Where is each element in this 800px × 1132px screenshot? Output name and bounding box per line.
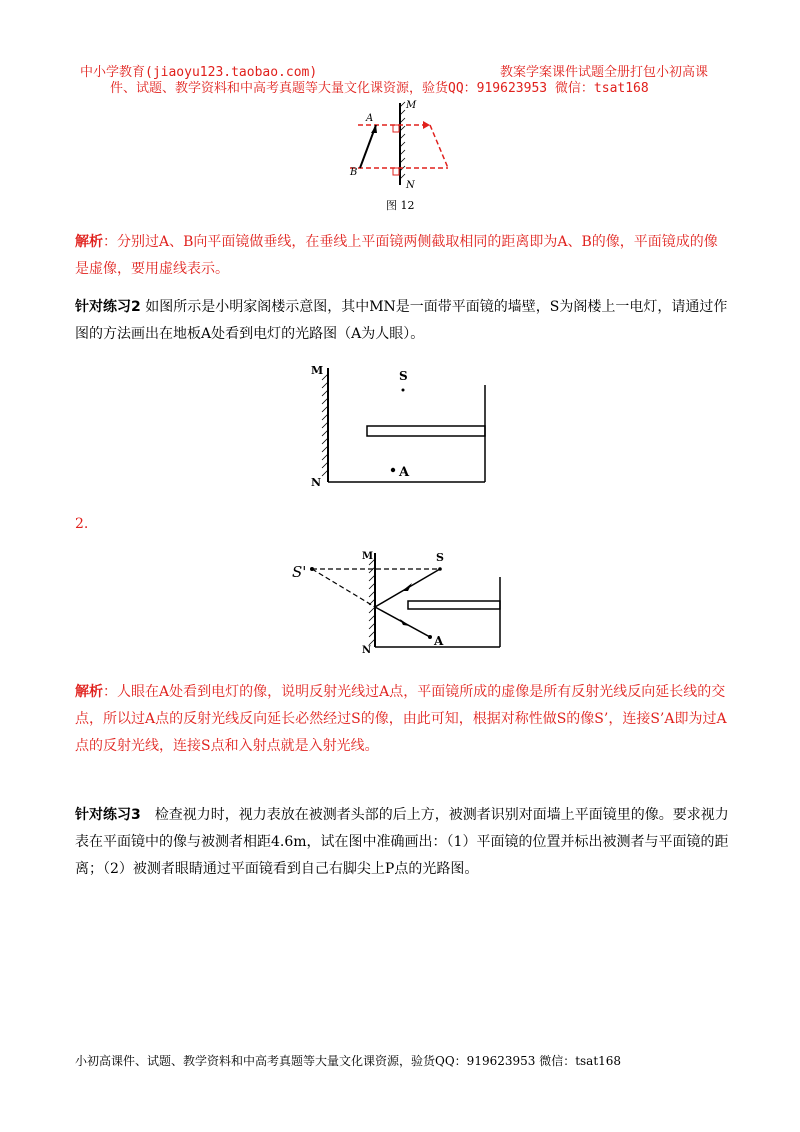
label-b: B <box>350 167 358 178</box>
label-a: A <box>434 634 444 648</box>
label-a: A <box>366 113 374 124</box>
exercise-text: 检查视力时，视力表放在被测者头部的后上方，被测者识别对面墙上平面镜里的像。要求视力表在平面镜中的像与被测者相距4.6m，试在图中准确画出：（1）平面镜的位置并标出被测者与平面镜的距离；（2）被测者眼睛通过平面镜看到自己右脚尖上P点的光路图。 <box>75 807 729 877</box>
label-s: S <box>436 551 444 564</box>
analysis-2 <box>75 679 730 760</box>
exercise-title: 针对练习2 <box>75 299 141 315</box>
exercise-3 <box>75 802 730 883</box>
figure-caption: 图 12 <box>386 199 415 212</box>
exercise-text: 如图所示是小明家阁楼示意图，其中MN是一面带平面镜的墙壁，S为阁楼上一电灯，请通过作图的方法画出在地板A处看到电灯的光路图（A为人眼）。 <box>75 299 728 342</box>
figure-12 <box>330 95 470 220</box>
label-a: A <box>399 465 410 480</box>
label-s-image: S' <box>292 563 307 581</box>
header-left-text: 中小学教育(jiaoyu123.taobao.com) <box>80 65 318 80</box>
label-n: N <box>362 645 372 656</box>
exercise-2 <box>75 294 730 348</box>
header-right-text: 教案学案课件试题全册打包小初高课 <box>500 65 709 80</box>
analysis-text: ：人眼在A处看到电灯的像，说明反射光线过A点，平面镜所成的虚像是所有反射光线反向延长线的交点，所以过A点的反射光线反向延长必然经过S的像，由此可知，根据对称性做S的像S’，连接S’A即为过A点的反射光线，连接S点和入射点就是入射光线。 <box>75 684 727 754</box>
answer-figure <box>280 547 520 657</box>
analysis-prefix: 解析 <box>75 234 103 250</box>
label-n: N <box>311 476 322 489</box>
answer-number: 2. <box>75 516 89 532</box>
label-s: S <box>399 369 408 383</box>
label-m: M <box>311 364 324 377</box>
analysis-prefix: 解析 <box>75 684 103 700</box>
exercise-title: 针对练习3 <box>75 807 141 823</box>
header-line2-text: 件、试题、教学资料和中高考真题等大量文化课资源，验货QQ：919623953 微信：tsat168 <box>110 81 649 96</box>
analysis-text: ：分别过A、B向平面镜做垂线，在垂线上平面镜两侧截取相同的距离即为A、B的像，平面镜成的像是虚像，要用虚线表示。 <box>75 234 718 277</box>
analysis-1 <box>75 229 730 283</box>
label-n: N <box>406 180 415 191</box>
label-m: M <box>362 551 374 562</box>
attic-figure <box>305 360 505 492</box>
footer-text: 小初高课件、试题、教学资料和中高考真题等大量文化课资源，验货QQ：919623953 微信：tsat168 <box>75 1054 622 1068</box>
label-m: M <box>406 100 417 111</box>
